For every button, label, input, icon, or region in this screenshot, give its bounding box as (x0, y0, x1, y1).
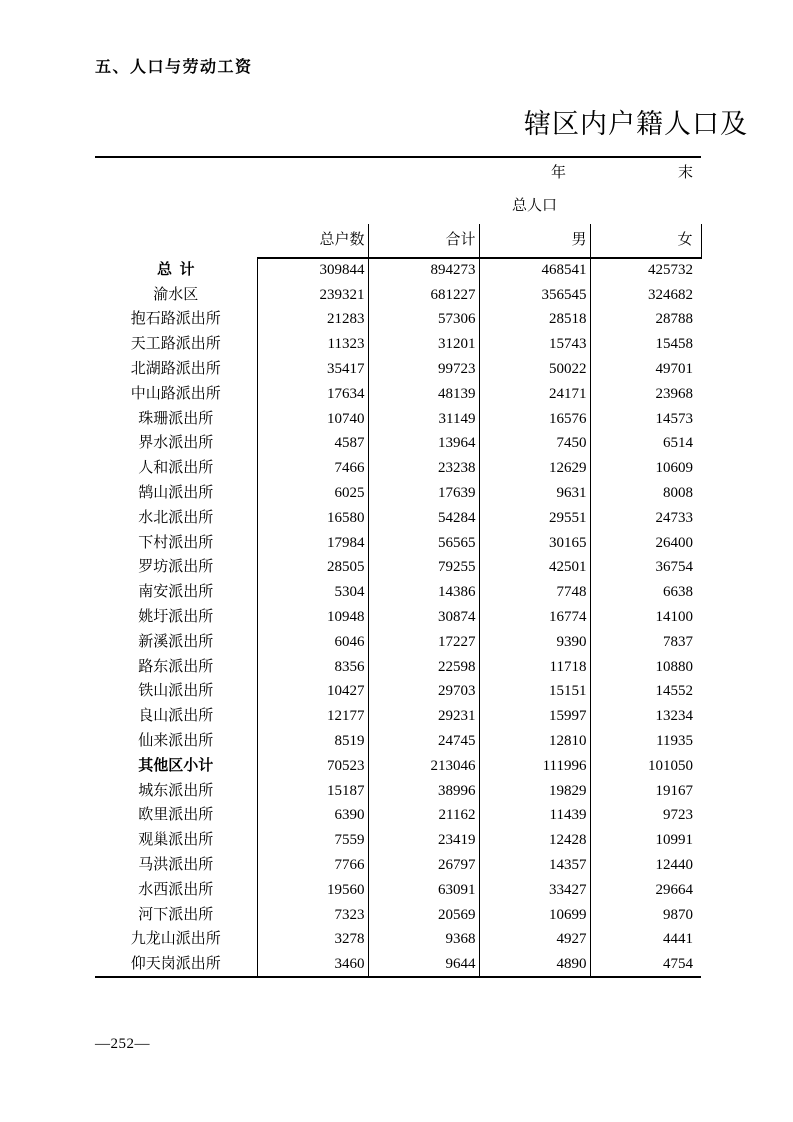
row-label: 路东派出所 (95, 655, 257, 680)
total-population-value: 9644 (368, 952, 479, 977)
header-row-year-end (95, 157, 701, 189)
female-value: 10991 (655, 832, 694, 849)
total-population-value: 22598 (368, 655, 479, 680)
row-label: 总 计 (95, 258, 257, 283)
row-label: 珠珊派出所 (95, 407, 257, 432)
row-label: 仙来派出所 (95, 729, 257, 754)
table-row (95, 432, 701, 457)
total-population-value: 23238 (368, 456, 479, 481)
male-value: 33427 (479, 878, 590, 903)
households-value: 5304 (257, 580, 368, 605)
households-value: 8356 (257, 655, 368, 680)
female-value: 6638 (663, 584, 694, 601)
table-row (95, 680, 701, 705)
households-value: 8519 (257, 729, 368, 754)
female-value: 10880 (655, 658, 694, 675)
total-population-value: 17227 (368, 630, 479, 655)
households-value: 7323 (257, 903, 368, 928)
total-population-value: 9368 (368, 928, 479, 953)
female-value: 9870 (663, 906, 694, 923)
female-value: 9723 (663, 807, 694, 824)
row-label: 水西派出所 (95, 878, 257, 903)
year-end-header-cell (257, 157, 701, 189)
section-header: 五、人口与劳动工资 (95, 59, 253, 76)
total-population-value: 20569 (368, 903, 479, 928)
total-population-value: 24745 (368, 729, 479, 754)
female-value: 15458 (655, 336, 694, 353)
male-value: 7748 (479, 580, 590, 605)
row-label: 观巢派出所 (95, 828, 257, 853)
total-population-value: 38996 (368, 779, 479, 804)
households-value: 7766 (257, 853, 368, 878)
male-value: 28518 (479, 308, 590, 333)
column-header-total: 合计 (368, 224, 479, 258)
year-end-label (257, 166, 701, 181)
table-row (95, 828, 701, 853)
households-value: 28505 (257, 556, 368, 581)
total-population-value: 14386 (368, 580, 479, 605)
column-header-households: 总户数 (257, 224, 368, 258)
total-population-value: 57306 (368, 308, 479, 333)
table-row (95, 729, 701, 754)
households-value: 11323 (257, 332, 368, 357)
male-value: 11718 (479, 655, 590, 680)
table-row (95, 655, 701, 680)
table-row (95, 704, 701, 729)
table-row (95, 283, 701, 308)
total-population-value: 21162 (368, 804, 479, 829)
total-population-value: 17639 (368, 481, 479, 506)
row-label: 下村派出所 (95, 531, 257, 556)
households-value: 10427 (257, 680, 368, 705)
total-population-value: 79255 (368, 556, 479, 581)
households-value: 3460 (257, 952, 368, 977)
male-value: 16576 (479, 407, 590, 432)
households-value: 7466 (257, 456, 368, 481)
male-value: 7450 (479, 432, 590, 457)
female-value: 10609 (655, 460, 694, 477)
page-title: 辖区内户籍人口及 (524, 109, 748, 139)
households-value: 7559 (257, 828, 368, 853)
female-value: 13234 (655, 708, 694, 725)
male-value: 16774 (479, 605, 590, 630)
total-population-value: 29231 (368, 704, 479, 729)
row-label: 渝水区 (95, 283, 257, 308)
table-body (95, 258, 701, 977)
table-row (95, 779, 701, 804)
row-label: 仰天岗派出所 (95, 952, 257, 977)
corner-header-cell (95, 157, 257, 258)
households-value: 17634 (257, 382, 368, 407)
table-row (95, 952, 701, 977)
male-value: 19829 (479, 779, 590, 804)
table-header (95, 157, 701, 258)
households-value: 6390 (257, 804, 368, 829)
female-value: 6514 (663, 435, 694, 452)
households-value: 10948 (257, 605, 368, 630)
total-population-value: 213046 (368, 754, 479, 779)
row-label: 罗坊派出所 (95, 556, 257, 581)
female-value: 324682 (648, 286, 694, 303)
row-label: 天工路派出所 (95, 332, 257, 357)
male-value: 29551 (479, 506, 590, 531)
male-value: 15743 (479, 332, 590, 357)
row-label: 城东派出所 (95, 779, 257, 804)
male-value: 12629 (479, 456, 590, 481)
table-row (95, 382, 701, 407)
total-population-value: 48139 (368, 382, 479, 407)
female-value: 36754 (655, 559, 694, 576)
households-value: 21283 (257, 308, 368, 333)
female-value: 28788 (655, 311, 694, 328)
female-value: 4754 (663, 955, 694, 972)
total-population-value: 30874 (368, 605, 479, 630)
row-label: 其他区小计 (95, 754, 257, 779)
column-header-male: 男 (479, 224, 590, 258)
female-value: 19167 (655, 782, 694, 799)
male-value: 24171 (479, 382, 590, 407)
total-population-value: 29703 (368, 680, 479, 705)
table-row (95, 531, 701, 556)
households-value: 4587 (257, 432, 368, 457)
households-value: 6025 (257, 481, 368, 506)
empty-header-cell (257, 189, 368, 224)
male-value: 4927 (479, 928, 590, 953)
row-label: 水北派出所 (95, 506, 257, 531)
male-value: 10699 (479, 903, 590, 928)
households-value: 6046 (257, 630, 368, 655)
total-population-value: 31201 (368, 332, 479, 357)
female-value: 14552 (655, 683, 694, 700)
row-label: 九龙山派出所 (95, 928, 257, 953)
table-row (95, 357, 701, 382)
female-value: 29664 (655, 881, 694, 898)
table-row (95, 853, 701, 878)
table-row (95, 258, 701, 283)
table-row (95, 580, 701, 605)
male-value: 50022 (479, 357, 590, 382)
male-value: 4890 (479, 952, 590, 977)
households-value: 70523 (257, 754, 368, 779)
households-value: 16580 (257, 506, 368, 531)
table-row (95, 630, 701, 655)
female-value: 8008 (663, 485, 694, 502)
row-label: 良山派出所 (95, 704, 257, 729)
female-value: 24733 (655, 509, 694, 526)
households-value: 10740 (257, 407, 368, 432)
row-label: 鹄山派出所 (95, 481, 257, 506)
female-value: 49701 (655, 361, 694, 378)
row-label: 欧里派出所 (95, 804, 257, 829)
male-value: 111996 (479, 754, 590, 779)
table-row (95, 481, 701, 506)
total-population-value: 99723 (368, 357, 479, 382)
male-value: 14357 (479, 853, 590, 878)
row-label: 抱石路派出所 (95, 308, 257, 333)
total-population-value: 54284 (368, 506, 479, 531)
table-row (95, 456, 701, 481)
male-value: 468541 (479, 258, 590, 283)
female-value: 101050 (648, 757, 694, 774)
table-row (95, 903, 701, 928)
page-number: —252— (95, 1036, 150, 1052)
female-value: 12440 (655, 857, 694, 874)
row-label: 河下派出所 (95, 903, 257, 928)
row-label: 南安派出所 (95, 580, 257, 605)
column-header-female: 女 (590, 224, 701, 258)
female-value: 14573 (655, 410, 694, 427)
table-row (95, 605, 701, 630)
households-value: 17984 (257, 531, 368, 556)
male-value: 12428 (479, 828, 590, 853)
row-label: 新溪派出所 (95, 630, 257, 655)
total-population-value: 894273 (368, 258, 479, 283)
male-value: 12810 (479, 729, 590, 754)
table-row (95, 878, 701, 903)
households-value: 239321 (257, 283, 368, 308)
row-label: 北湖路派出所 (95, 357, 257, 382)
female-value: 7837 (663, 633, 694, 650)
total-population-value: 26797 (368, 853, 479, 878)
male-value: 15997 (479, 704, 590, 729)
female-value: 26400 (655, 534, 694, 551)
total-population-value: 56565 (368, 531, 479, 556)
table-row (95, 332, 701, 357)
total-population-value: 63091 (368, 878, 479, 903)
table-row (95, 754, 701, 779)
female-value: 11935 (656, 733, 694, 750)
row-label: 马洪派出所 (95, 853, 257, 878)
households-value: 309844 (257, 258, 368, 283)
table-row (95, 407, 701, 432)
male-value: 11439 (479, 804, 590, 829)
total-population-value: 31149 (368, 407, 479, 432)
row-label: 界水派出所 (95, 432, 257, 457)
total-population-value: 13964 (368, 432, 479, 457)
total-population-header: 总人口 (512, 198, 558, 214)
table-row (95, 928, 701, 953)
households-value: 35417 (257, 357, 368, 382)
female-value: 4441 (663, 931, 694, 948)
male-value: 30165 (479, 531, 590, 556)
male-value: 9631 (479, 481, 590, 506)
households-value: 15187 (257, 779, 368, 804)
male-value: 356545 (479, 283, 590, 308)
total-population-value: 23419 (368, 828, 479, 853)
row-label: 姚圩派出所 (95, 605, 257, 630)
total-population-value: 681227 (368, 283, 479, 308)
female-value: 425732 (648, 262, 694, 279)
table-row (95, 308, 701, 333)
households-value: 12177 (257, 704, 368, 729)
end-label: 末 (678, 165, 694, 181)
population-table (95, 156, 702, 978)
table-row (95, 556, 701, 581)
row-label: 中山路派出所 (95, 382, 257, 407)
table-row (95, 506, 701, 531)
population-table-wrap (95, 156, 702, 978)
households-value: 3278 (257, 928, 368, 953)
male-value: 15151 (479, 680, 590, 705)
female-value: 23968 (655, 385, 694, 402)
table-row (95, 804, 701, 829)
female-value: 14100 (655, 609, 694, 626)
year-label: 年 (551, 165, 567, 181)
row-label: 人和派出所 (95, 456, 257, 481)
male-value: 9390 (479, 630, 590, 655)
row-label: 铁山派出所 (95, 680, 257, 705)
households-value: 19560 (257, 878, 368, 903)
male-value: 42501 (479, 556, 590, 581)
